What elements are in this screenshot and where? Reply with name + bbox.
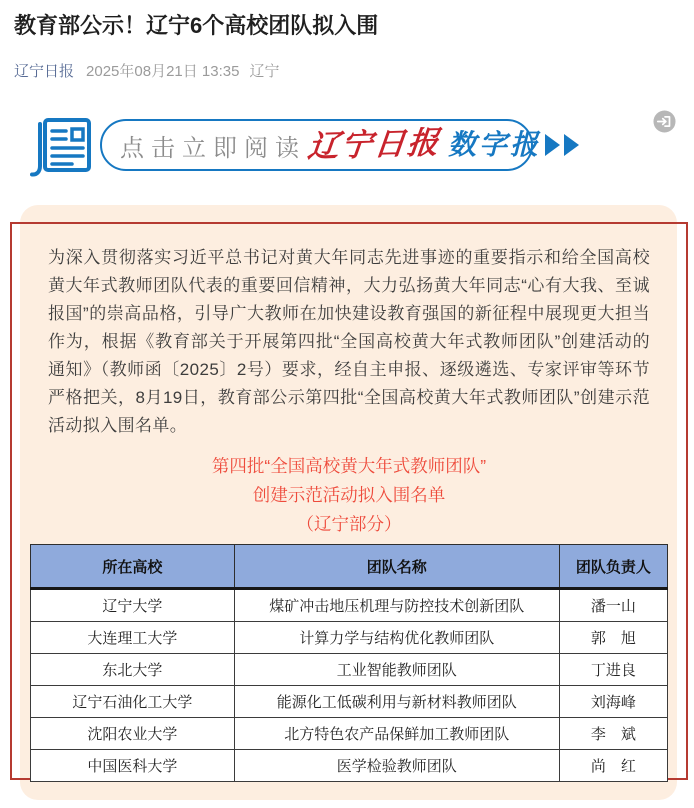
open-link-badge-icon[interactable] [653, 110, 676, 133]
cell-leader: 郭 旭 [559, 622, 667, 654]
table-row [31, 718, 668, 750]
digital-paper-banner[interactable] [0, 104, 694, 196]
brand-calligraphy-label: 辽宁日报 [305, 124, 443, 165]
cell-leader: 刘海峰 [559, 686, 667, 718]
source-link[interactable]: 辽宁日报 [14, 63, 75, 80]
table-row [31, 589, 668, 622]
cell-university: 东北大学 [31, 654, 235, 686]
cell-university: 大连理工大学 [31, 622, 235, 654]
read-now-pill[interactable] [100, 119, 542, 171]
cell-team: 医学检验教师团队 [234, 750, 559, 782]
cell-university: 中国医科大学 [31, 750, 235, 782]
cell-university: 沈阳农业大学 [31, 718, 235, 750]
cell-leader: 李 斌 [559, 718, 667, 750]
list-heading-line: （辽宁部分） [296, 514, 402, 534]
cell-team: 煤矿冲击地压机理与防控技术创新团队 [234, 589, 559, 622]
cell-team: 能源化工低碳利用与新材料教师团队 [234, 686, 559, 718]
lead-paragraph: 为深入贯彻落实习近平总书记对黄大年同志先进事迹的重要指示和给全国高校黄大年式教师团队代表的重要回信精神，大力弘扬黄大年同志“心有大我、至诚报国”的崇高品格，引导广大教师在加快建设教育强国的新征程中展现更大担当作为，根据《教育部关于开展第四批“全国高校黄大年式教师团队”创建活动的通知》（教师函〔2025〕2号）要求，经自主申报、逐级遴选、专家评审等环节严格把关，8月19日，教育部公示第四批“全国高校黄大年式教师团队”创建示范活动拟入围名单。 [48, 248, 650, 435]
list-heading-line: 第四批“全国高校黄大年式教师团队” [211, 456, 487, 476]
cell-team: 计算力学与结构优化教师团队 [234, 622, 559, 654]
cell-university: 辽宁石油化工大学 [31, 686, 235, 718]
list-heading-line: 创建示范活动拟入围名单 [252, 485, 446, 505]
publish-location: 辽宁 [249, 63, 280, 80]
list-heading [30, 452, 668, 539]
table-row [31, 622, 668, 654]
red-frame [10, 222, 688, 780]
team-roster-table [30, 544, 668, 782]
col-header-leader: 团队负责人 [559, 545, 667, 589]
cell-university: 辽宁大学 [31, 589, 235, 622]
cell-leader: 尚 红 [559, 750, 667, 782]
article-title: 教育部公示！辽宁6个高校团队拟入围 [14, 13, 379, 38]
cell-leader: 丁进良 [559, 654, 667, 686]
table-row [31, 750, 668, 782]
cell-leader: 潘一山 [559, 589, 667, 622]
table-row [31, 686, 668, 718]
digital-paper-label: 数字报 [448, 129, 542, 160]
publish-datetime: 2025年08月21日 13:35 [86, 63, 240, 80]
click-to-read-label: 点击立即阅读 [120, 134, 306, 162]
table-row [31, 654, 668, 686]
cell-team: 北方特色农产品保鲜加工教师团队 [234, 718, 559, 750]
col-header-team: 团队名称 [234, 545, 559, 589]
byline [14, 60, 678, 81]
table-header-row [31, 545, 668, 589]
newspaper-icon [26, 112, 94, 189]
double-play-arrows-icon [545, 134, 583, 156]
col-header-university: 所在高校 [31, 545, 235, 589]
cell-team: 工业智能教师团队 [234, 654, 559, 686]
